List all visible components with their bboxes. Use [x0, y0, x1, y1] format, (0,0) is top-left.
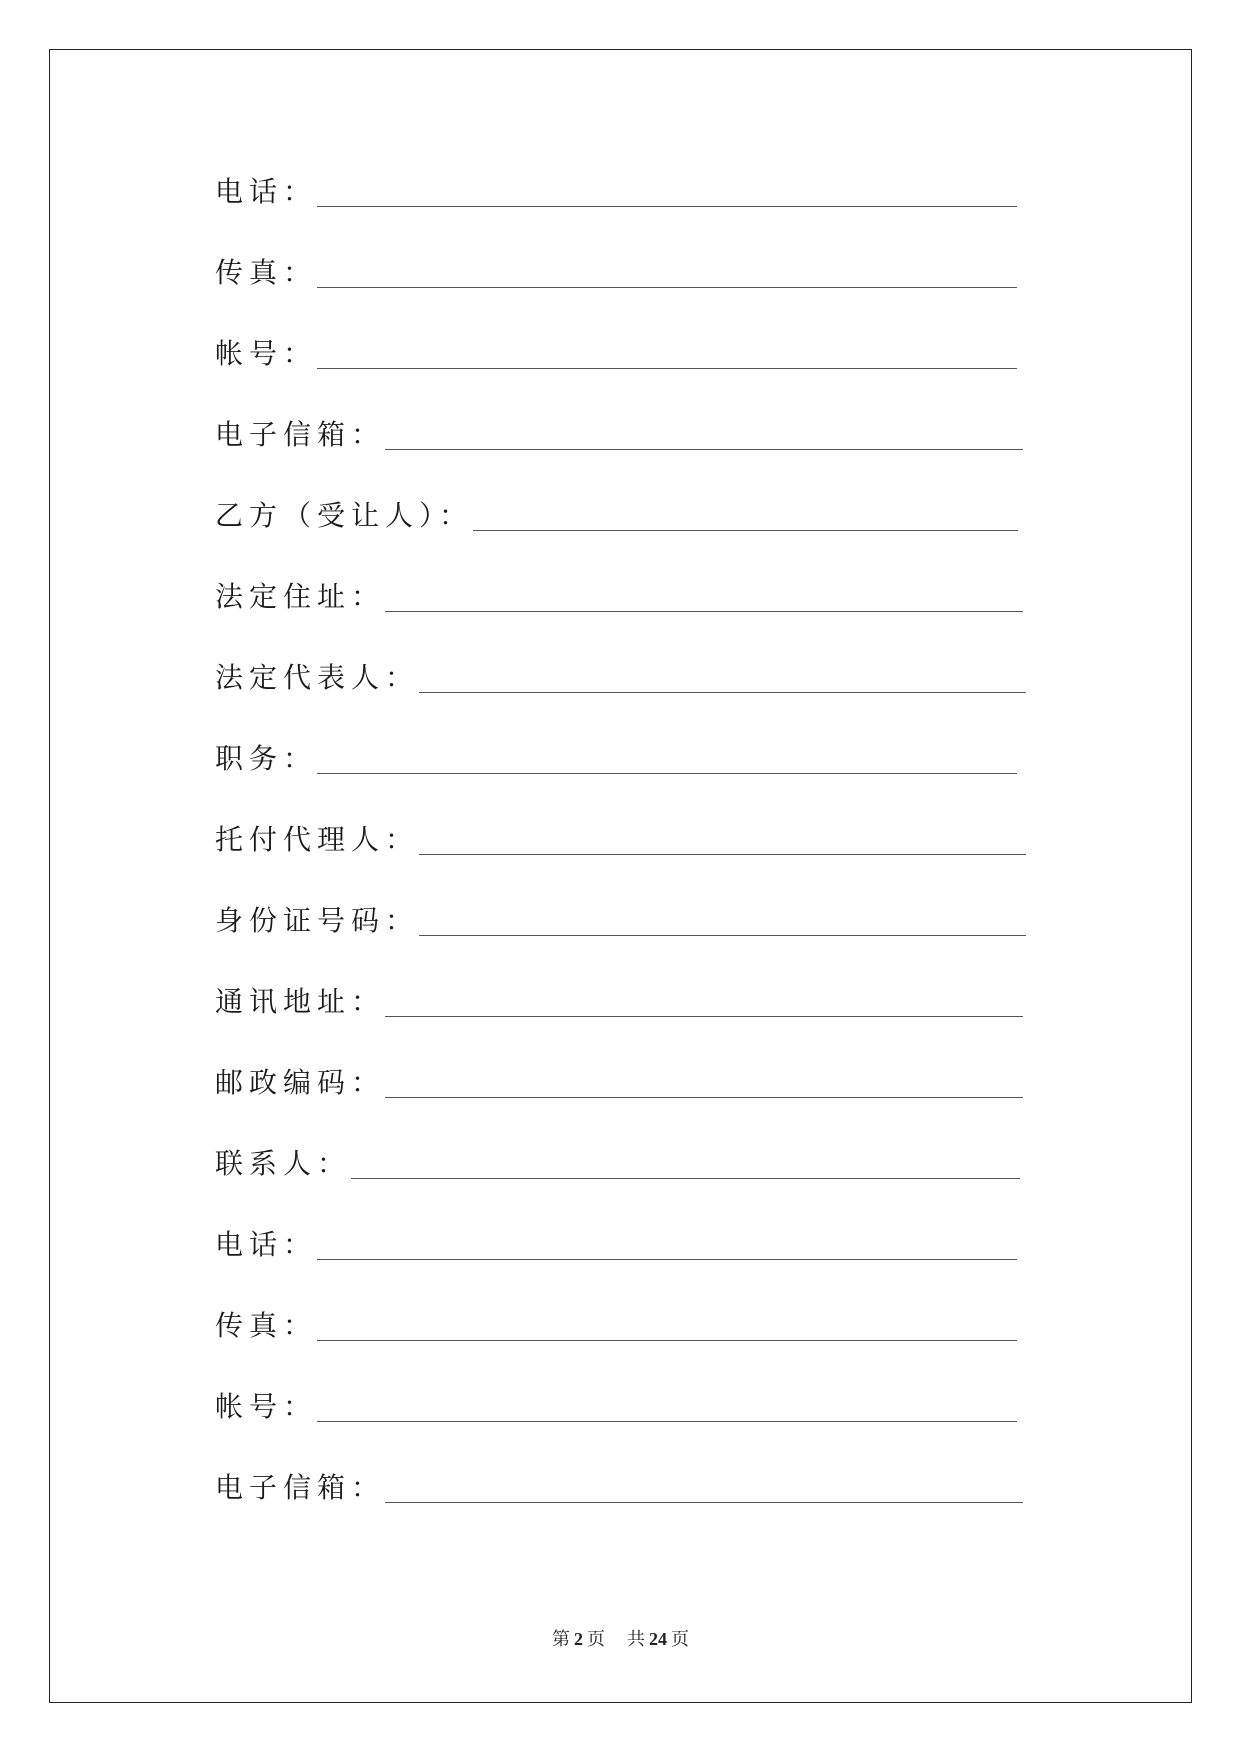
- fill-in-line[interactable]: [317, 367, 1017, 369]
- field-label: 电子信箱：: [215, 418, 386, 451]
- field-row-account: [215, 334, 1017, 374]
- field-label: 传真：: [215, 1309, 318, 1342]
- fill-in-line[interactable]: [317, 772, 1017, 774]
- fill-in-line[interactable]: [317, 205, 1017, 207]
- total-prefix: 共: [627, 1629, 645, 1649]
- field-row-fax-2: [215, 1306, 1017, 1346]
- fill-in-line[interactable]: [317, 1339, 1017, 1341]
- field-label: 帐号：: [215, 1390, 318, 1423]
- field-row-email: [215, 415, 1023, 455]
- field-row-contact: [215, 1144, 1020, 1184]
- field-label: 职务：: [215, 742, 318, 775]
- total-suffix: 页: [671, 1629, 689, 1649]
- fill-in-line[interactable]: [385, 1096, 1023, 1098]
- fill-in-line[interactable]: [419, 934, 1026, 936]
- fill-in-line[interactable]: [385, 1501, 1023, 1503]
- page-footer: [0, 1625, 1241, 1651]
- total-pages: 24: [649, 1629, 667, 1649]
- field-row-mailing-address: [215, 982, 1023, 1022]
- field-label: 托付代理人：: [215, 823, 420, 856]
- field-row-phone: [215, 172, 1017, 212]
- fill-in-line[interactable]: [317, 1420, 1017, 1422]
- fill-in-line[interactable]: [385, 448, 1023, 450]
- field-label: 乙方（受让人）：: [215, 499, 474, 532]
- fill-in-line[interactable]: [385, 610, 1023, 612]
- field-row-postal-code: [215, 1063, 1023, 1103]
- fill-in-line[interactable]: [317, 1258, 1017, 1260]
- field-label: 帐号：: [215, 337, 318, 370]
- field-label: 传真：: [215, 256, 318, 289]
- field-label: 法定住址：: [215, 580, 386, 613]
- fill-in-line[interactable]: [317, 286, 1017, 288]
- field-row-fax: [215, 253, 1017, 293]
- page-suffix: 页: [587, 1629, 605, 1649]
- field-label: 通讯地址：: [215, 985, 386, 1018]
- field-label: 电子信箱：: [215, 1471, 386, 1504]
- field-label: 联系人：: [215, 1147, 352, 1180]
- form-fields: [215, 0, 1015, 1754]
- page-number: 2: [574, 1629, 583, 1649]
- field-label: 法定代表人：: [215, 661, 420, 694]
- field-row-id-number: [215, 901, 1026, 941]
- field-label: 电话：: [215, 175, 318, 208]
- fill-in-line[interactable]: [419, 691, 1026, 693]
- field-label: 邮政编码：: [215, 1066, 386, 1099]
- field-row-account-2: [215, 1387, 1017, 1427]
- field-row-party-b: [215, 496, 1018, 536]
- field-label: 电话：: [215, 1228, 318, 1261]
- fill-in-line[interactable]: [419, 853, 1026, 855]
- field-label: 身份证号码：: [215, 904, 420, 937]
- field-row-phone-2: [215, 1225, 1017, 1265]
- field-row-position: [215, 739, 1017, 779]
- fill-in-line[interactable]: [385, 1015, 1023, 1017]
- field-row-legal-representative: [215, 658, 1026, 698]
- fill-in-line[interactable]: [351, 1177, 1020, 1179]
- field-row-agent: [215, 820, 1026, 860]
- field-row-email-2: [215, 1468, 1023, 1508]
- page-prefix: 第: [552, 1629, 570, 1649]
- field-row-legal-address: [215, 577, 1023, 617]
- fill-in-line[interactable]: [473, 529, 1018, 531]
